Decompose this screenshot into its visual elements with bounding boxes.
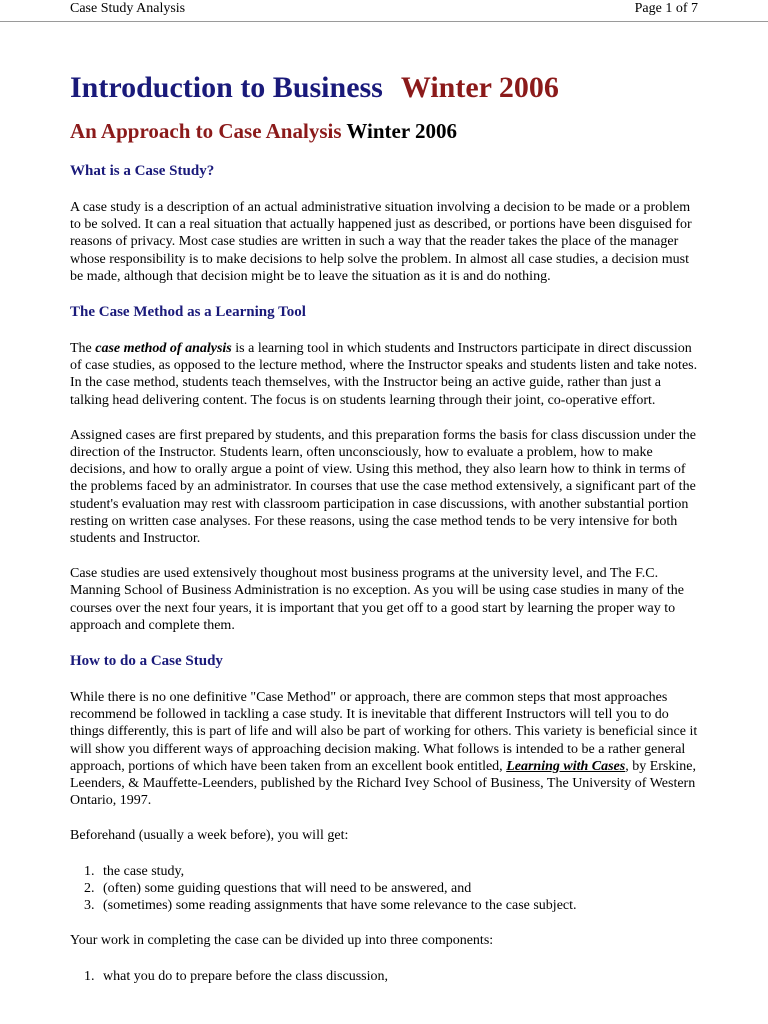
paragraph-case-method-intro: The case method of analysis is a learning tool in which students and Instructors participate in direct discussion of case studies, as opposed to the lecture method, where the Instructor speaks and students listen and take notes. In the case method, students teach themselves, with the Instructor being an active guide, rather than just a talking head delivering content. The focus is on students learning through their joint, co-operative effort. bbox=[70, 341, 698, 408]
title-term: Winter 2006 bbox=[400, 71, 559, 104]
heading-what-is-case-study: What is a Case Study? bbox=[70, 163, 215, 179]
materials-list bbox=[70, 863, 700, 915]
header-divider bbox=[0, 21, 768, 22]
document-title bbox=[70, 70, 700, 106]
paragraph-assigned-cases: Assigned cases are first prepared by students, and this preparation forms the basis for class discussion under the direction of the Instructor. Students learn, often unconsciously, how to evaluate a problem, how to make decisions, and how to orally argue a point of view. Using this method, they also learn how to think in terms of the problems faced by an administrator. In courses that use the case method extensively, a significant part of the student's evaluation may rest with classroom participation in case discussions, with another substantial portion resting on written case analyses. For these reasons, using the case method tends to be very intensive for both students and Instructor. bbox=[70, 427, 696, 547]
paragraph-business-programs: Case studies are used extensively thoughout most business programs at the university level, and The F.C. Manning School of Business Administration is no exception. As you will be using case studies in many of the courses over the next four years, it is important that you get off to a good start by learning the proper way to approach and complete them. bbox=[70, 566, 685, 633]
book-title-link[interactable]: Learning with Cases bbox=[506, 758, 626, 774]
components-list bbox=[70, 968, 700, 985]
document-subtitle bbox=[70, 118, 700, 144]
paragraph-approach: While there is no one definitive "Case Method" or approach, there are common steps that most approaches recommend be followed in tackling a case study. It is inevitable that different Instructors will tell you to do things differently, this is part of life and will also be part of working for others. This variety is beneficial since it will show you different ways of approaching decision making. What follows is intended to be a rather general approach, portions of which have been taken from an excellent book entitled, Learning with Cases, by Erskine, Leenders, & Mauffette-Leenders, published by the Richard Ivey School of Business, The University of Western Ontario, 1997. bbox=[70, 690, 698, 809]
title-course: Introduction to Business bbox=[70, 71, 383, 104]
paragraph-components: Your work in completing the case can be divided up into three components: bbox=[70, 933, 494, 949]
case-method-term: case method of analysis bbox=[95, 341, 232, 357]
heading-case-method: The Case Method as a Learning Tool bbox=[70, 304, 306, 321]
heading-how-to-do-case-study: How to do a Case Study bbox=[70, 653, 223, 670]
list-item: 3. (sometimes) some reading assignments that have some relevance to the case subject. bbox=[84, 898, 577, 914]
paragraph-beforehand: Beforehand (usually a week before), you will get: bbox=[70, 828, 349, 844]
list-item: 2. (often) some guiding questions that will need to be answered, and bbox=[84, 880, 472, 896]
subtitle-term: Winter 2006 bbox=[346, 119, 458, 143]
list-item: 1. what you do to prepare before the class discussion, bbox=[84, 968, 388, 984]
header-page-number: Page 1 of 7 bbox=[634, 1, 698, 16]
list-item: 1. the case study, bbox=[84, 863, 185, 879]
running-header bbox=[0, 0, 768, 22]
subtitle-main: An Approach to Case Analysis bbox=[70, 119, 342, 143]
header-doc-title: Case Study Analysis bbox=[70, 1, 186, 16]
paragraph-case-study-definition: A case study is a description of an actual administrative situation involving a decision to be made or a problem to be solved. It can a real situation that actually happened just as described, or portions have been disguised for reasons of privacy. Most case studies are written in such a way that the reader takes the place of the manager whose responsibility is to make decisions to help solve the problem. In almost all case studies, a decision must be made, although that decision might be to leave the situation as it is and do nothing. bbox=[70, 200, 692, 284]
page-body bbox=[70, 70, 700, 985]
